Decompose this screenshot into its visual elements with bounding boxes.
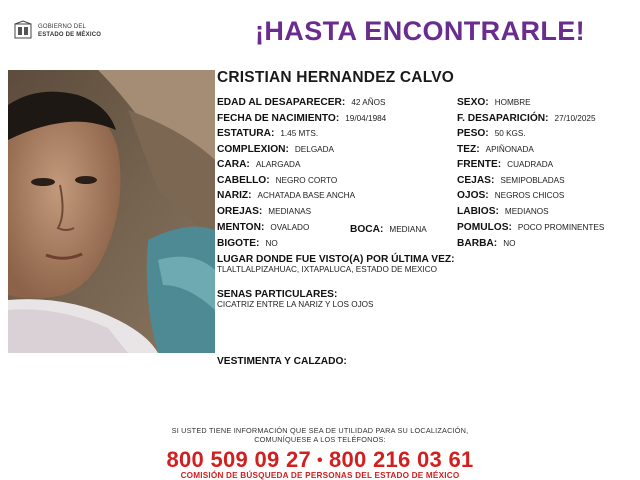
field-value: ALARGADA xyxy=(255,160,301,169)
field-nariz xyxy=(217,188,355,202)
field-sexo xyxy=(457,95,531,109)
field-label: CEJAS: xyxy=(457,175,495,186)
field-label: OREJAS: xyxy=(217,206,263,217)
field-label: NARIZ: xyxy=(217,190,252,201)
state-emblem-icon xyxy=(12,20,34,42)
field-value: 42 AÑOS xyxy=(351,98,386,107)
field-fecha-desaparicion xyxy=(457,111,596,125)
field-label: OJOS: xyxy=(457,190,489,201)
field-label: SEXO: xyxy=(457,97,489,108)
field-value: 19/04/1984 xyxy=(345,114,387,123)
government-logo xyxy=(12,18,132,44)
field-value: MEDIANA xyxy=(389,225,427,234)
field-cabello xyxy=(217,173,337,187)
field-peso xyxy=(457,126,526,140)
field-frente xyxy=(457,157,553,171)
field-value: POCO PROMINENTES xyxy=(517,223,605,232)
field-value: MEDIANAS xyxy=(268,207,312,216)
field-value: NEGRO CORTO xyxy=(275,176,338,185)
gov-line1: GOBIERNO DEL xyxy=(38,24,87,30)
field-label: BOCA: xyxy=(350,224,384,235)
field-labios xyxy=(457,204,549,218)
field-label: PESO: xyxy=(457,128,489,139)
field-cejas xyxy=(457,173,565,187)
clothing-label: VESTIMENTA Y CALZADO: xyxy=(217,356,347,367)
field-label: BIGOTE: xyxy=(217,238,260,249)
field-bigote xyxy=(217,236,278,250)
field-edad xyxy=(217,95,385,109)
commission-name: COMISIÓN DE BÚSQUEDA DE PERSONAS DEL ESTADO DE MÉXICO xyxy=(180,471,460,480)
field-value: HOMBRE xyxy=(494,98,531,107)
field-label: EDAD AL DESAPARECER: xyxy=(217,97,346,108)
field-label: BARBA: xyxy=(457,238,498,249)
field-label: TEZ: xyxy=(457,144,480,155)
field-value: 27/10/2025 xyxy=(554,114,596,123)
field-cara xyxy=(217,157,300,171)
field-pomulos xyxy=(457,220,604,234)
field-orejas xyxy=(217,204,311,218)
field-value: NO xyxy=(503,239,516,248)
field-value: SEMIPOBLADAS xyxy=(500,176,565,185)
field-fecha-nacimiento xyxy=(217,111,386,125)
missing-person-photo xyxy=(8,70,215,353)
field-value: ACHATADA BASE ANCHA xyxy=(257,191,356,200)
field-tez xyxy=(457,142,534,156)
last-seen-value: TLALTLALPIZAHUAC, IXTAPALUCA, ESTADO DE MEXICO xyxy=(217,265,438,274)
field-value: OVALADO xyxy=(270,223,310,232)
field-value: APIÑONADA xyxy=(485,145,534,154)
phone-1[interactable]: 800 509 09 27 xyxy=(166,447,312,472)
photo-illustration xyxy=(8,70,215,353)
field-boca xyxy=(350,222,427,236)
field-complexion xyxy=(217,142,334,156)
field-value: CUADRADA xyxy=(507,160,554,169)
field-value: NO xyxy=(265,239,278,248)
phone-separator: • xyxy=(317,452,323,469)
field-value: 1.45 MTS. xyxy=(280,129,319,138)
field-label: POMULOS: xyxy=(457,222,512,233)
field-label: CABELLO: xyxy=(217,175,270,186)
footer-info-line1: SI USTED TIENE INFORMACIÓN QUE SEA DE UTILIDAD PARA SU LOCALIZACIÓN, xyxy=(171,426,469,435)
field-label: LABIOS: xyxy=(457,206,499,217)
field-label: MENTON: xyxy=(217,222,265,233)
field-label: FECHA DE NACIMIENTO: xyxy=(217,113,340,124)
phone-numbers xyxy=(0,447,640,473)
last-seen-label: LUGAR DONDE FUE VISTO(A) POR ÚLTIMA VEZ: xyxy=(217,254,455,265)
field-value: MEDIANOS xyxy=(504,207,549,216)
gov-line2: ESTADO DE MÉXICO xyxy=(38,32,102,38)
person-name: CRISTIAN HERNANDEZ CALVO xyxy=(217,69,455,86)
field-value: DELGADA xyxy=(294,145,335,154)
field-barba xyxy=(457,236,515,250)
field-estatura xyxy=(217,126,318,140)
field-label: F. DESAPARICIÓN: xyxy=(457,113,549,124)
field-label: CARA: xyxy=(217,159,250,170)
headline: ¡HASTA ENCONTRARLE! xyxy=(255,16,586,46)
field-value: 50 KGS. xyxy=(494,129,526,138)
field-value: NEGROS CHICOS xyxy=(494,191,565,200)
marks-label: SENAS PARTICULARES: xyxy=(217,289,338,300)
field-ojos xyxy=(457,188,564,202)
marks-value: CICATRIZ ENTRE LA NARIZ Y LOS OJOS xyxy=(217,300,374,309)
footer-info-line2: COMUNÍQUESE A LOS TELÉFONOS: xyxy=(254,435,386,444)
field-menton xyxy=(217,220,309,234)
phone-2[interactable]: 800 216 03 61 xyxy=(328,447,474,472)
field-label: COMPLEXION: xyxy=(217,144,289,155)
field-label: FRENTE: xyxy=(457,159,502,170)
field-label: ESTATURA: xyxy=(217,128,275,139)
